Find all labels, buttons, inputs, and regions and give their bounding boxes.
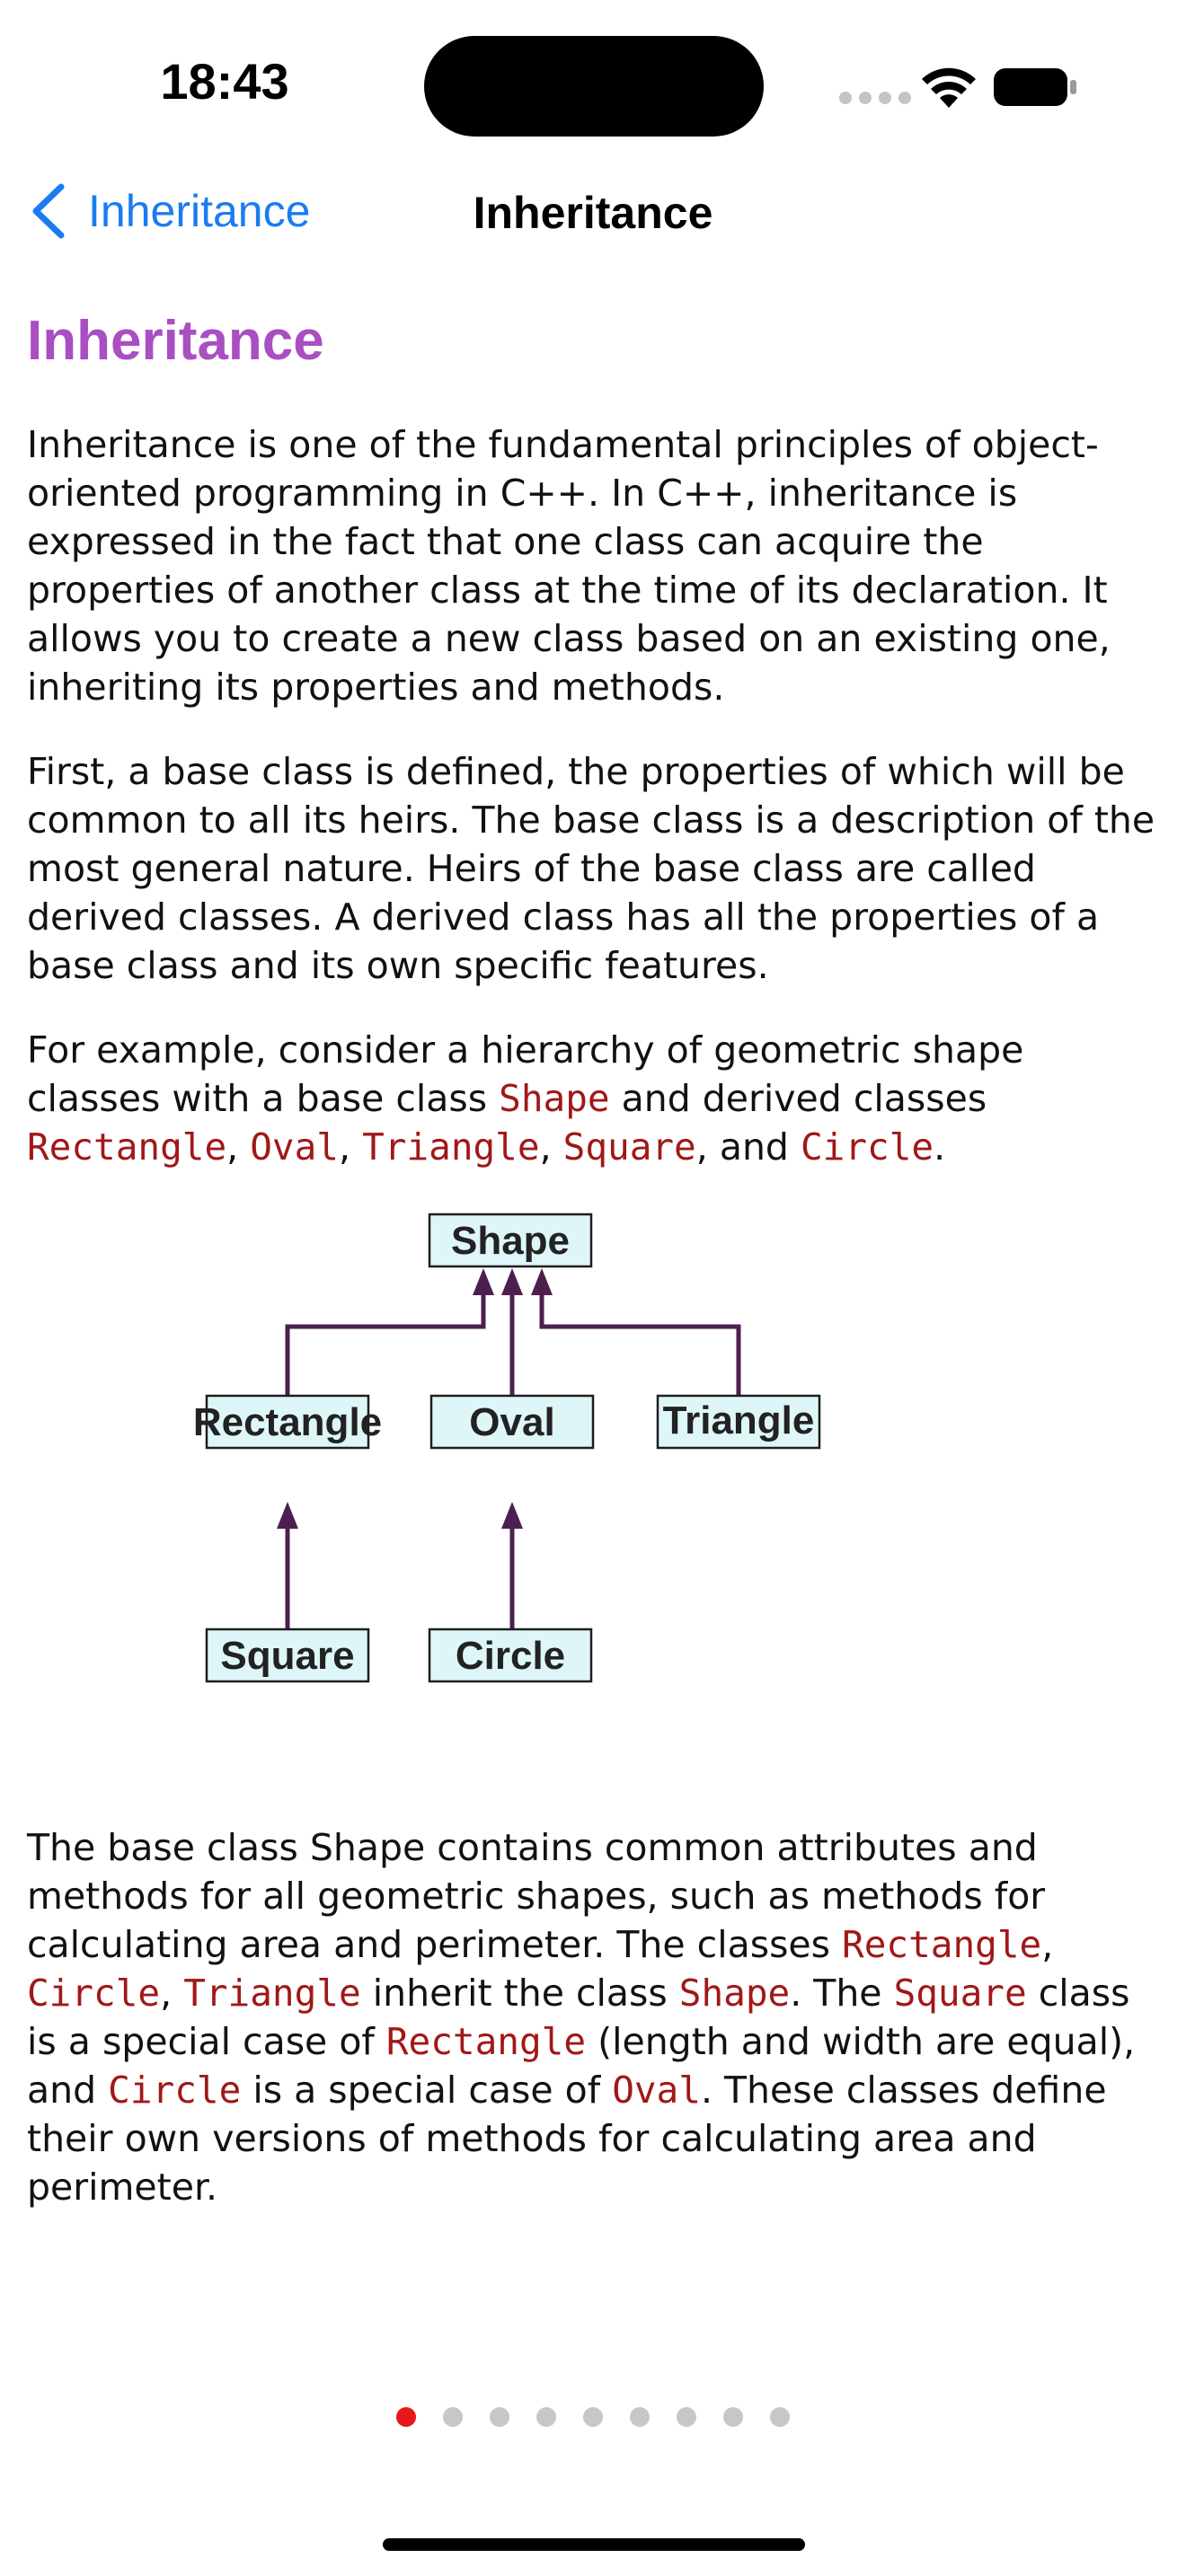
text-fragment: . These classes define their own versions of methods for calculating area and perimeter. (27, 2069, 1107, 2209)
code-square: Square (562, 1125, 696, 1169)
paragraph-example (27, 1026, 1168, 1171)
arrowhead (501, 1502, 523, 1529)
text-fragment: . The (790, 1972, 894, 2015)
wifi-icon (920, 65, 978, 110)
code-shape: Shape (678, 1972, 791, 2015)
code-square: Square (893, 1972, 1027, 2015)
code-rectangle: Rectangle (27, 1125, 227, 1169)
class-box-shape (429, 1214, 591, 1266)
text-fragment: , (539, 1125, 563, 1169)
back-button-label: Inheritance (88, 186, 311, 236)
class-label-shape: Shape (450, 1219, 571, 1263)
status-time: 18:43 (160, 53, 289, 110)
navigation-bar (0, 171, 1186, 251)
code-rectangle: Rectangle (842, 1923, 1042, 1966)
code-oval: Oval (612, 2069, 701, 2112)
signal-dots-icon (839, 92, 911, 104)
class-box-triangle (658, 1396, 819, 1448)
page-dot-1[interactable] (396, 2407, 416, 2427)
class-label-rectangle: Rectangle (192, 1400, 383, 1444)
nav-title: Inheritance (473, 188, 713, 238)
page-dot-7[interactable] (677, 2407, 696, 2427)
text-fragment: For example, consider a hierarchy of geometric shape classes with a base class (27, 1028, 1024, 1120)
page-dot-6[interactable] (630, 2407, 650, 2427)
text-fragment: , (226, 1125, 251, 1169)
page-dot-3[interactable] (490, 2407, 509, 2427)
page-dot-9[interactable] (770, 2407, 790, 2427)
paragraph-intro: Inheritance is one of the fundamental principles of object-oriented programming in C++. In C++, inheritance is expressed in the fact that one class can acquire the properties of another class at the time of its declaration. It allows you to create a new class based on an existing one, inheriting its properties and methods. (27, 423, 1111, 709)
text-fragment: (length and width are equal), and (27, 2020, 1136, 2112)
text-fragment: , (1041, 1923, 1054, 1966)
paragraph-base-class: First, a base class is defined, the properties of which will be common to all its heirs. The base class is a description of the most general nature. Heirs of the base class are called derived classes. A derived class has all the properties of a base class and its own specific features. (27, 750, 1155, 987)
connector-rectangle-to-shape (288, 1292, 483, 1396)
class-box-square (207, 1629, 368, 1681)
page-heading: Inheritance (27, 310, 324, 372)
home-indicator[interactable] (383, 2538, 805, 2551)
class-box-circle (429, 1629, 591, 1681)
class-label-circle: Circle (455, 1634, 566, 1678)
page-dot-5[interactable] (583, 2407, 603, 2427)
class-box-oval (431, 1396, 593, 1448)
paragraph-explanation (27, 1823, 1168, 2211)
arrowhead (277, 1502, 298, 1529)
text-fragment: is a special case of (241, 2069, 613, 2112)
text-fragment: inherit the class (360, 1972, 679, 2015)
chevron-left-icon (27, 181, 70, 241)
text-fragment: and derived classes (609, 1077, 987, 1120)
text-fragment: . (934, 1125, 946, 1169)
code-triangle: Triangle (183, 1972, 361, 2015)
page-dot-2[interactable] (443, 2407, 463, 2427)
code-circle: Circle (27, 1972, 161, 2015)
dynamic-island (424, 36, 764, 137)
article-content (27, 305, 1168, 2247)
arrowhead (531, 1268, 553, 1295)
class-label-oval: Oval (469, 1400, 555, 1444)
page-dot-4[interactable] (536, 2407, 556, 2427)
text-fragment: , (339, 1125, 363, 1169)
text-fragment: The base class Shape contains common attributes and methods for all geometric shapes, such as methods for calculating area and perimeter. The classes (27, 1826, 1046, 1966)
code-circle: Circle (108, 2069, 242, 2112)
battery-icon (992, 66, 1078, 108)
class-label-triangle: Triangle (662, 1398, 815, 1442)
text-fragment: class is a special case of (27, 1972, 1130, 2063)
code-oval: Oval (250, 1125, 339, 1169)
inheritance-diagram (153, 1207, 1051, 1787)
page-dot-8[interactable] (723, 2407, 743, 2427)
page-indicator[interactable] (0, 2407, 1186, 2427)
text-fragment: , and (695, 1125, 801, 1169)
connector-triangle-to-shape (542, 1292, 739, 1396)
text-fragment: , (160, 1972, 184, 2015)
code-triangle: Triangle (362, 1125, 540, 1169)
code-circle: Circle (800, 1125, 934, 1169)
arrowhead (501, 1268, 523, 1295)
status-bar (0, 0, 1186, 171)
code-rectangle: Rectangle (385, 2020, 587, 2063)
code-shape: Shape (499, 1077, 610, 1120)
arrowhead (473, 1268, 494, 1295)
class-box-rectangle (193, 1396, 382, 1448)
class-label-square: Square (220, 1634, 355, 1678)
back-button[interactable] (27, 181, 310, 241)
